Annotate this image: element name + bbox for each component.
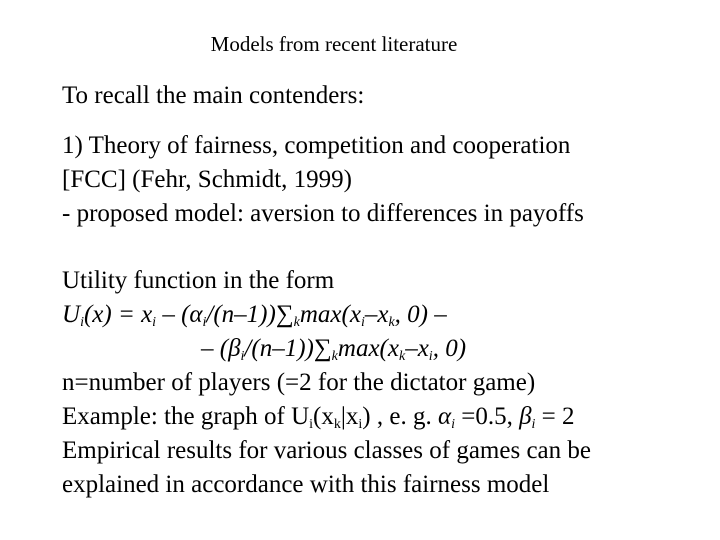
fcc-line-2: [FCC] (Fehr, Schmidt, 1999) xyxy=(62,166,352,193)
n-definition: n=number of players (=2 for the dictator game) xyxy=(62,369,536,396)
intro-text: To recall the main contenders: xyxy=(62,82,365,109)
empirical-line-1: Empirical results for various classes of games can be xyxy=(62,437,591,464)
empirical-line-2: explained in accordance with this fairness model xyxy=(62,471,550,498)
utility-equation-line-2: – $(\beta_i/(n-1))\sum_k\max(x_k-x_i$, 0) xyxy=(201,335,467,364)
utility-heading: Utility function in the form xyxy=(62,267,335,294)
spacer xyxy=(62,231,591,264)
utility-equation-line-1: $U_i(x) = x_i - (\alpha_i/(n-1))\sum_k\max(x_i-x_k$, 0) – xyxy=(62,301,447,330)
slide-body xyxy=(62,129,591,502)
example-line: Example: the graph of $U_i(x_k|x_i)$ , e. g. $\alpha_i =0.5$, $\beta_i = 2$ xyxy=(62,403,575,432)
slide-title: Models from recent literature xyxy=(210,32,458,56)
fcc-line-1: 1) Theory of fairness, competition and cooperation xyxy=(62,132,571,159)
fcc-line-3: - proposed model: aversion to differences in payoffs xyxy=(62,200,584,227)
